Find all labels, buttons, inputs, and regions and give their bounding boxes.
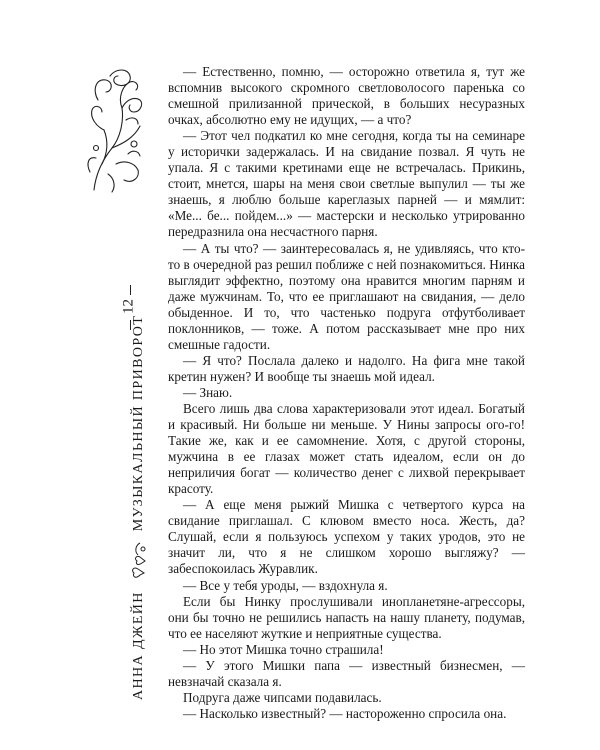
body-text [168,64,525,722]
paragraph: — Этот чел подкатил ко мне сегодня, когда ты на семинаре у исторички задержалась. И на свидание позвал. Я чуть не упала. Я с такими кретинами еще не встречалась. Прикинь, стоит, мнется, шары на меня свои светлые выпулил — ты же знаешь, я люблю больше кареглазых парней — и мямлит: «Ме... бе... пойдем...» — мастерски и несколько утрированно передразнила она несчастного парня. [168,128,525,240]
paragraph: — Знаю. [183,384,233,400]
paragraph: — Естественно, помню, — осторожно ответила я, тут же вспомнив высокого скромного светловолосого паренька со смешной прилизанной прической, в больших несуразных очках, абсолютно ему не идущих, — а что? [168,64,525,128]
running-header [130,315,148,700]
paragraph: — Но этот Мишка точно страшила! [183,641,384,657]
paragraph: — А еще меня рыжий Мишка с четвертого курса на свидание приглашал. С клювом вместо носа. Жесть, да? Слушай, если я пользуюсь успехом у таких уродов, это не значит ли, что я не слишком хорошо выгляжу? — забеспокоилась Журавлик. [168,497,525,577]
paragraph: Всего лишь два слова характеризовали этот идеал. Богатый и красивый. Ни больше ни меньше. У Нины запросы ого-го! Такие же, как и ее самомнение. Хотя, с другой стороны, мужчина в ее глазах может стать идеалом, если он до неприличия богат — количество денег с лихвой перекрывает красоту. [168,400,525,497]
page-number: 12 [120,299,137,314]
paragraph: — Насколько известный? — настороженно спросила она. [183,705,507,721]
paragraph: Подруга даже чипсами подавилась. [183,689,382,705]
hearts-icon [130,541,148,581]
floral-hand-ornament-icon [82,60,152,195]
paragraph: — Все у тебя уроды, — вздохнула я. [183,577,388,593]
paragraph: — У этого Мишки папа — известный бизнесмен, — невзначай сказала я. [168,657,525,689]
paragraph: — Я что? Послала далеко и надолго. На фига мне такой кретин нужен? И вообще ты знаешь мой идеал. [168,352,525,384]
paragraph: — А ты что? — заинтересовалась я, не удивляясь, что кто-то в очередной раз решил поближе с ней познакомиться. Нинка выглядит эффектно, поэтому она нравится многим парням и даже мужчинам. То, что ее приглашают на свидания, — дело обыденное. И то, что частенько подруга отфутболивает поклонников, — тоже. А потом рассказывает мне про них смешные гадости. [168,240,525,352]
book-title: МУЗЫКАЛЬНЫЙ ПРИВОРОТ [131,314,146,532]
author-name: АННА ДЖЕЙН [131,591,146,700]
paragraph: Если бы Нинку прослушивали инопланетяне-агрессоры, они бы точно не решились напасть на нашу планету, подумав, что ее населяют жуткие и неприятные существа. [168,593,525,641]
